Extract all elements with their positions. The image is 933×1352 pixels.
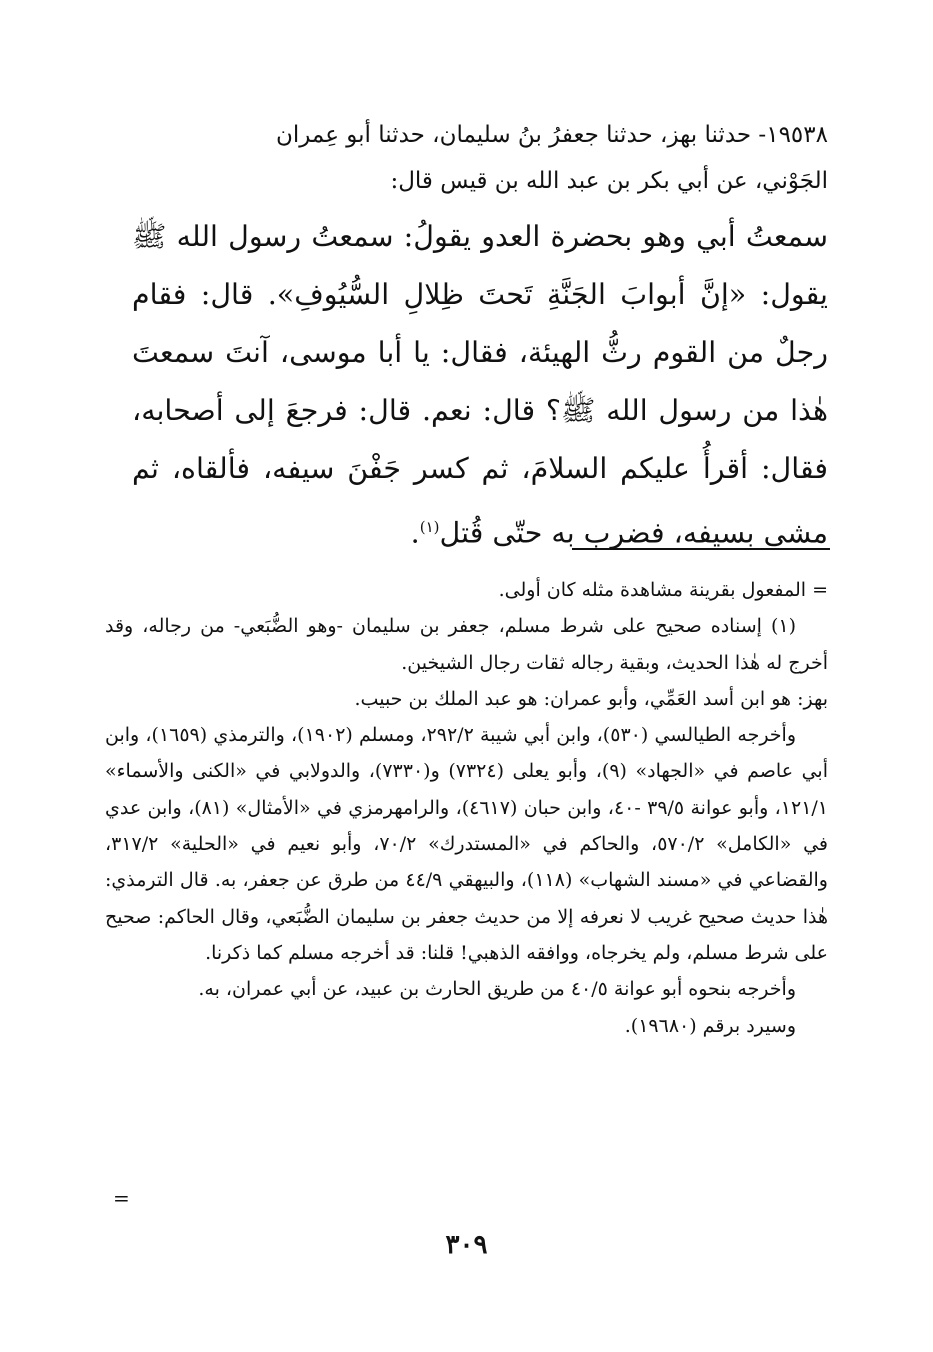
footnote-1-paragraph-1: (١) إسناده صحيح على شرط مسلم، جعفر بن سليمان -وهو الضُّبَعي- من رجاله، وقد أخرج له هٰذا الحديث، وبقية رجاله ثقات رجال الشيخين. [105,615,828,674]
footnote-1-paragraph-4: وأخرجه بنحوه أبو عوانة ٤٠/٥ من طريق الحارث بن عبيد، عن أبي عمران، به. [198,978,796,1001]
footnote-carryover: = المفعول بقرينة مشاهدة مثله كان أولى. [498,579,828,601]
footnote-separator-rule [572,548,830,550]
footnote-reference: (١) [419,518,440,536]
hadith-isnad-line-2: الجَوْني، عن أبي بكر بن عبد الله بن قيس قال: [390,168,828,194]
hadith-matn [132,208,828,563]
footnote-1-paragraph-3: وأخرجه الطيالسي (٥٣٠)، وابن أبي شيبة ٢٩٢/٢، ومسلم (١٩٠٢)، والترمذي (١٦٥٩)، وابن أبي عاصم في «الجهاد» (٩)، وأبو يعلى (٧٣٢٤) و(٧٣٣٠)، والدولابي في «الكنى والأسماء» ١٢١/١، وأبو عوانة ٣٩/٥ -٤٠، وابن حبان (٤٦١٧)، والرامهرمزي في «الأمثال» (٨١)، وابن عدي في «الكامل» ٥٧٠/٢، والحاكم في «المستدرك» ٧٠/٢، وأبو نعيم في «الحلية» ٣١٧/٢، والقضاعي في «مسند الشهاب» (١١٨)، والبيهقي ٤٤/٩ من طرق عن جعفر، به. قال الترمذي: هٰذا حديث صحيح غريب لا نعرفه إلا من حديث جعفر بن سليمان الضُّبَعي، وقال الحاكم: صحيح على شرط مسلم، ولم يخرجاه، ووافقه الذهبي! قلنا: قد أخرجه مسلم كما ذكرنا. [105,724,829,964]
footnote-1-paragraph-2: بهز: هو ابن أسد العَمِّي، وأبو عمران: هو عبد الملك بن حبيب. [354,687,828,710]
page-number: ٣٠٩ [445,1230,488,1260]
footnote-continuation-mark: = [113,1186,130,1210]
hadith-isnad [132,112,828,204]
footnotes-section [105,572,828,1044]
hadith-isnad-line-1: ١٩٥٣٨- حدثنا بهز، حدثنا جعفرُ بنُ سليمان، حدثنا أبو عِمران [275,122,828,148]
hadith-end-punctuation: . [410,516,420,550]
footnote-1-paragraph-5: وسيرد برقم (١٩٦٨٠). [624,1014,796,1037]
hadith-matn-text: سمعتُ أبي وهو بحضرة العدو يقولُ: سمعتُ رسول الله ﷺ يقول: «إنَّ أبوابَ الجَنَّةِ تَحتَ ظِلالِ السُّيُوفِ». قال: فقام رجلٌ من القوم رثُّ الهيئة، فقال: يا أبا موسى، آنتَ سمعتَ هٰذا من رسول الله ﷺ؟ قال: نعم. قال: فرجعَ إلى أصحابه، فقال: أقرأُ عليكم السلامَ، ثم كسر جَفْنَ سيفه، فألقاه، ثم مشى بسيفه، فضرب به حتّى قُتل [132,220,828,550]
